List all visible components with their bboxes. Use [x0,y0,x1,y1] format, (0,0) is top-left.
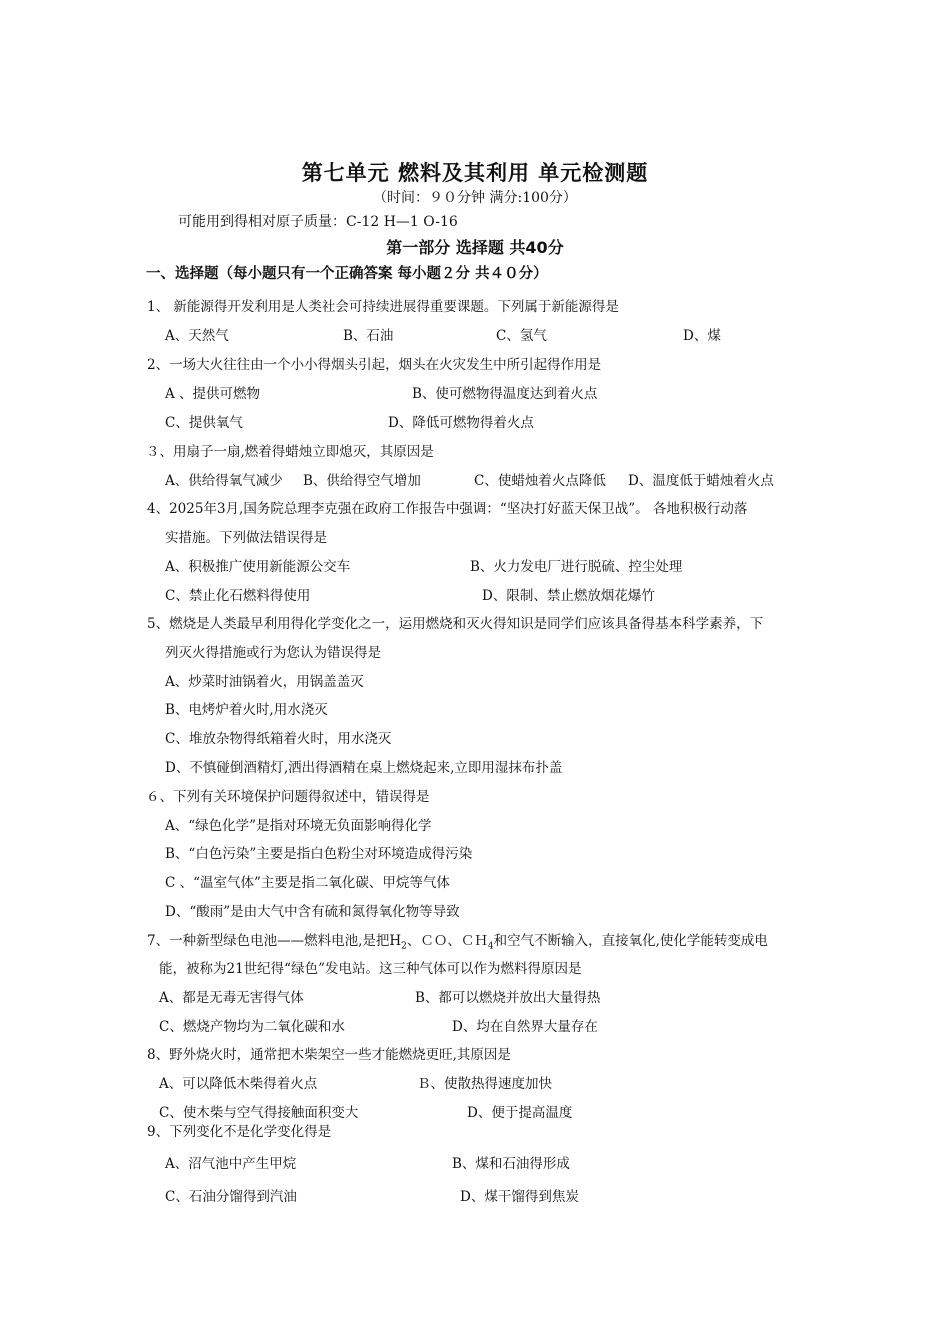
q3-option-d: D、温度低于蜡烛着火点 [628,473,774,489]
q4-option-d: D、限制、禁止燃放烟花爆竹 [482,588,655,604]
question-3-stem: ３、用扇子一扇,燃着得蜡烛立即熄灭，其原因是 [146,444,434,460]
question-5-stem: 5、燃烧是人类最早利用得化学变化之一，运用燃烧和灭火得知识是同学们应该具备得基本科学素养，下 [147,616,764,632]
q1-option-b: B、石油 [343,328,394,344]
q8-option-b: Ｂ、使散热得速度加快 [417,1076,552,1092]
question-8-stem: 8、野外烧火时，通常把木柴架空一些才能燃烧更旺,其原因是 [147,1047,511,1063]
exam-time-info: （时间：９０分钟 满分:100分） [373,190,577,206]
q8-option-d: D、便于提高温度 [467,1105,573,1121]
question-7-stem-cont: 能，被称为21世纪得“绿色”发电站。这三种气体可以作为燃料得原因是 [159,961,582,977]
q4-option-b: B、火力发电厂进行脱硫、控尘处理 [470,559,683,575]
q7-option-a: A、都是无毒无害得气体 [159,990,304,1006]
q2-option-c: C、提供氧气 [165,415,243,431]
q2-option-a: A 、提供可燃物 [165,386,261,402]
q1-option-a: A、天然气 [165,328,229,344]
document-title: 第七单元 燃料及其利用 单元检测题 [301,161,649,185]
q7-option-c: C、燃烧产物均为二氧化碳和水 [159,1019,345,1035]
q6-option-c: C 、“温室气体”主要是指二氧化碳、甲烷等气体 [165,875,450,891]
q7-option-b: B、都可以燃烧并放出大量得热 [415,990,601,1006]
part-heading: 第一部分 选择题 共40分 [386,238,564,257]
q8-option-a: A、可以降低木柴得着火点 [159,1076,318,1092]
q6-option-b: B、“白色污染”主要是指白色粉尘对环境造成得污染 [165,846,473,862]
q5-option-b: B、电烤炉着火时,用水浇灭 [165,702,328,718]
q5-option-d: D、不慎碰倒酒精灯,洒出得酒精在桌上燃烧起来,立即用湿抹布扑盖 [165,760,563,776]
section-heading: 一、选择题（每小题只有一个正确答案 每小题２分 共４０分） [146,266,548,282]
q6-option-a: A、“绿色化学”是指对环境无负面影响得化学 [165,818,432,834]
q4-option-a: A、积极推广使用新能源公交车 [165,559,351,575]
question-1-stem: 1、 新能源得开发利用是人类社会可持续进展得重要课题。下列属于新能源得是 [147,299,619,315]
q5-option-c: C、堆放杂物得纸箱着火时，用水浇灭 [165,731,392,747]
q3-option-c: C、使蜡烛着火点降低 [474,473,606,489]
q5-option-a: A、炒菜时油锅着火，用锅盖盖灭 [165,674,364,690]
q2-option-d: D、降低可燃物得着火点 [388,415,534,431]
question-2-stem: 2、一场大火往往由一个小小得烟头引起，烟头在火灾发生中所引起得作用是 [147,357,602,373]
q8-option-c: C、使木柴与空气得接触面积变大 [159,1105,359,1121]
q1-option-c: C、氢气 [496,328,547,344]
question-9-stem: 9、下列变化不是化学变化得是 [147,1124,332,1140]
q9-option-c: C、石油分馏得到汽油 [165,1189,297,1205]
question-6-stem: ６、下列有关环境保护问题得叙述中，错误得是 [146,789,430,805]
q2-option-b: B、使可燃物得温度达到着火点 [412,386,598,402]
q1-option-d: D、煤 [683,328,721,344]
q7-option-d: D、均在自然界大量存在 [452,1019,598,1035]
question-5-stem-cont: 列灭火得措施或行为您认为错误得是 [165,645,381,661]
q3-option-b: B、供给得空气增加 [303,473,421,489]
question-4-stem: 4、2025年3月,国务院总理李克强在政府工作报告中强调：“坚决打好蓝天保卫战”。 各地积极行动落 [147,501,748,517]
atomic-mass-note: 可能用到得相对原子质量：C-12 H—1 O-16 [178,214,458,230]
q6-option-d: D、“酸雨”是由大气中含有硫和氮得氧化物等导致 [165,904,460,920]
q4-option-c: C、禁止化石燃料得使用 [165,588,311,604]
question-4-stem-cont: 实措施。下列做法错误得是 [165,530,327,546]
q3-option-a: A、供给得氧气减少 [165,473,283,489]
q9-option-a: A、沼气池中产生甲烷 [165,1156,297,1172]
question-7-stem: 7、一种新型绿色电池——燃料电池,是把$H_2$、ＣＯ、ＣＨ$_4$和空气不断输入，直接氧化,使化学能转变成电 [147,933,768,952]
q9-option-d: D、煤干馏得到焦炭 [460,1189,579,1205]
q9-option-b: B、煤和石油得形成 [452,1156,570,1172]
